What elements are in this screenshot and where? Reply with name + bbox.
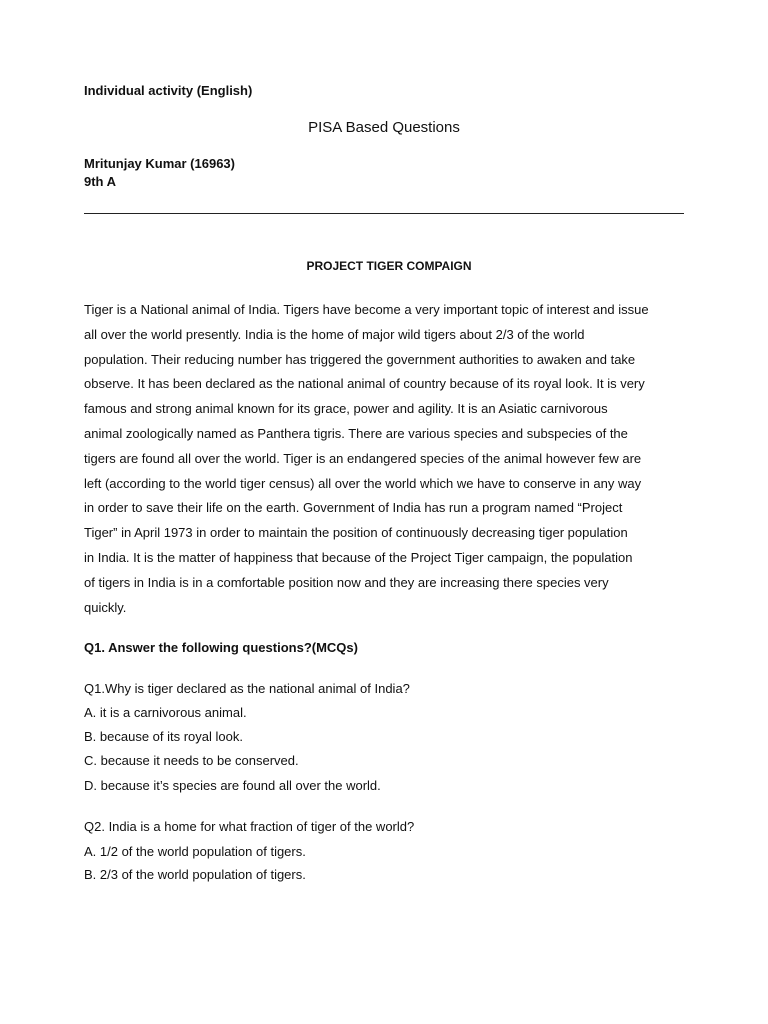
student-class: 9th A — [84, 174, 117, 189]
passage-paragraph — [84, 300, 689, 622]
passage-line: observe. It has been declared as the national animal of country because of its royal look. It is very — [84, 376, 645, 392]
passage-line: Tiger” in April 1973 in order to maintain the position of continuously decreasing tiger population — [84, 525, 628, 541]
question-2: Q2. India is a home for what fraction of tiger of the world? — [84, 819, 415, 834]
passage-line: famous and strong animal known for its grace, power and agility. It is an Asiatic carnivorous — [84, 401, 608, 417]
student-name: Mritunjay Kumar (16963) — [84, 156, 235, 171]
passage-line: animal zoologically named as Panthera tigris. There are various species and subspecies of the — [84, 425, 628, 441]
passage-line: Tiger is a National animal of India. Tigers have become a very important topic of interest and issue — [84, 302, 649, 317]
question-2-option-a: A. 1/2 of the world population of tigers. — [84, 844, 306, 859]
passage-line: all over the world presently. India is the home of major wild tigers about 2/3 of the world — [84, 326, 585, 342]
passage-line: left (according to the world tiger census) all over the world which we have to conserve in any way — [84, 475, 642, 491]
passage-line: in India. It is the matter of happiness that because of the Project Tiger campaign, the population — [84, 549, 633, 565]
passage-line: in order to save their life on the earth. Government of India has run a program named “Project — [84, 500, 623, 516]
question-1-option-c: C. because it needs to be conserved. — [84, 753, 299, 768]
question-1-option-d: D. because it’s species are found all over the world. — [84, 778, 381, 793]
question-2-option-b: B. 2/3 of the world population of tigers. — [84, 867, 306, 882]
horizontal-divider — [84, 213, 684, 214]
activity-label: Individual activity (English) — [84, 83, 253, 98]
passage-line: quickly. — [84, 599, 127, 615]
question-1: Q1.Why is tiger declared as the national animal of India? — [84, 681, 410, 696]
document-title: PISA Based Questions — [308, 119, 460, 136]
section-heading: PROJECT TIGER COMPAIGN — [306, 259, 472, 273]
question-1-option-a: A. it is a carnivorous animal. — [84, 705, 247, 720]
question-1-option-b: B. because of its royal look. — [84, 729, 243, 744]
passage-line: population. Their reducing number has triggered the government authorities to awaken and take — [84, 351, 636, 367]
passage-line: of tigers in India is in a comfortable position now and they are increasing there species very — [84, 574, 609, 590]
mcq-section-heading: Q1. Answer the following questions?(MCQs) — [84, 640, 358, 655]
passage-line: tigers are found all over the world. Tiger is an endangered species of the animal however few are — [84, 450, 642, 466]
